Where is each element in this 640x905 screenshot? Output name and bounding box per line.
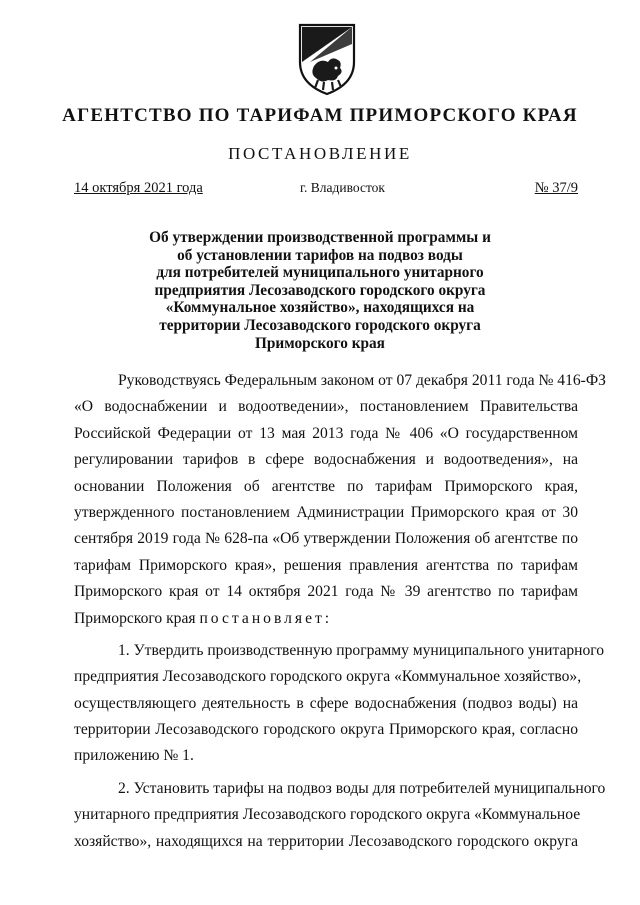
item-1-paragraph	[74, 638, 605, 770]
preamble-last-prefix: Приморского края	[74, 609, 200, 627]
body-line: хозяйство», находящихся на территории Лесозаводского городского округа	[74, 832, 578, 850]
body-line: 2. Установить тарифы на подвоз воды для потребителей муниципального	[118, 779, 606, 797]
document-number: № 37/9	[534, 180, 578, 196]
subject-line: Об утверждении производственной программы и	[149, 229, 491, 246]
body-line: Приморского края от 14 октября 2021 года № 39 агентство по тарифам	[74, 583, 578, 601]
document-meta	[74, 180, 578, 200]
body-line: утвержденного постановлением Администрации Приморского края от 30	[74, 503, 578, 521]
resolution-word: постановляет:	[199, 609, 333, 627]
coat-of-arms-icon	[296, 22, 358, 96]
agency-name: АГЕНТСТВО ПО ТАРИФАМ ПРИМОРСКОГО КРАЯ	[62, 105, 578, 126]
subject-line: об установлении тарифов на подвоз воды	[177, 246, 463, 264]
document-city: г. Владивосток	[300, 180, 385, 195]
body-line: регулировании тарифов в сфере водоснабжения и водоотведения», на	[74, 451, 578, 469]
document-subject	[0, 229, 640, 352]
item-2-paragraph	[74, 776, 606, 855]
subject-line: Приморского края	[255, 334, 385, 352]
body-line: предприятия Лесозаводского городского округа «Коммунальное хозяйство»,	[74, 668, 582, 686]
body-line: «О водоснабжении и водоотведении», постановлением Правительства	[74, 398, 578, 416]
body-line: унитарного предприятия Лесозаводского городского округа «Коммунальное	[74, 806, 581, 824]
body-line: Российской Федерации от 13 мая 2013 года № 406 «О государственном	[74, 424, 578, 442]
subject-line: «Коммунальное хозяйство», находящихся на	[165, 299, 475, 317]
preamble-paragraph	[74, 368, 606, 632]
body-line	[74, 606, 578, 632]
body-line: территории Лесозаводского городского округа Приморского края, согласно	[74, 721, 578, 739]
subject-line: предприятия Лесозаводского городского округа	[154, 281, 486, 299]
body-line: основании Положения об агентстве по тарифам Приморского края,	[74, 477, 578, 495]
body-line: сентября 2019 года № 628-па «Об утверждении Положения об агентстве по	[74, 530, 578, 548]
document-body	[74, 368, 606, 861]
subject-line: территории Лесозаводского городского округа	[159, 316, 481, 334]
document-date: 14 октября 2021 года	[74, 180, 203, 196]
body-line: тарифам Приморского края», решения правления агентства по тарифам	[74, 556, 578, 574]
body-line: приложению № 1.	[74, 747, 194, 765]
body-line: Руководствуясь Федеральным законом от 07 декабря 2011 года № 416-ФЗ	[118, 372, 606, 389]
body-line: 1. Утвердить производственную программу муниципального унитарного	[118, 641, 605, 659]
body-line: осуществляющего деятельность в сфере водоснабжения (подвоз воды) на	[74, 694, 578, 712]
document-type: ПОСТАНОВЛЕНИЕ	[228, 144, 412, 163]
subject-line: для потребителей муниципального унитарного	[156, 264, 484, 282]
